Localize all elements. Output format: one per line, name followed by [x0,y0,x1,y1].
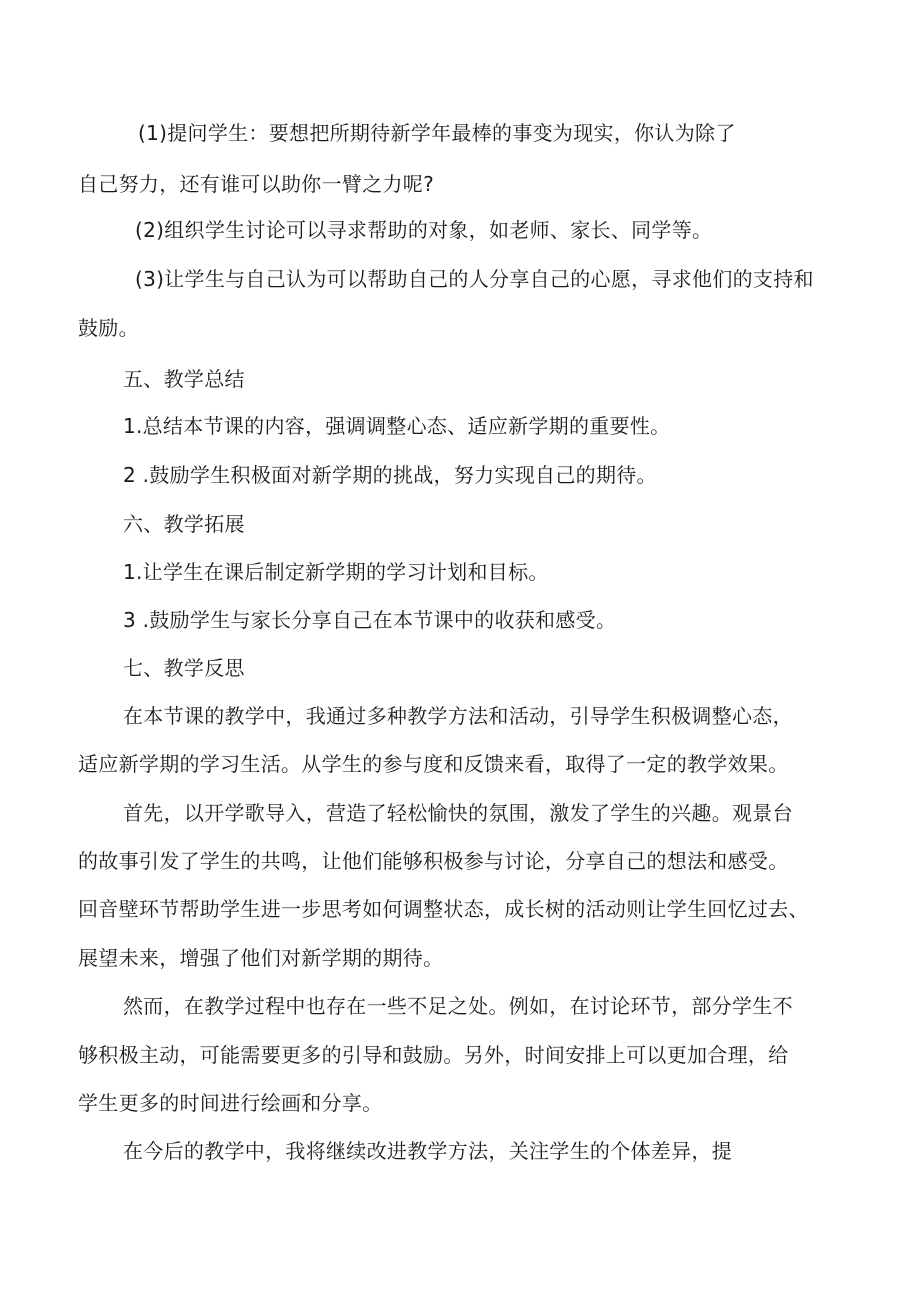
section-heading: 五、教学总结 [123,367,245,391]
section-heading: 七、教学反思 [123,656,245,680]
section-heading: 六、教学拓展 [123,512,245,536]
paragraph-line: 的故事引发了学生的共鸣，让他们能够积极参与讨论，分享自己的想法和感受。 [78,849,789,873]
paragraph-line: 自己努力，还有谁可以助你一臂之力呢? [78,172,435,196]
paragraph-line: 在今后的教学中，我将继续改进教学方法，关注学生的个体差异，提 [123,1139,732,1163]
paragraph-line: 在本节课的教学中，我通过多种教学方法和活动，引导学生积极调整心态， [123,704,793,728]
list-item: 1.让学生在课后制定新学期的学习计划和目标。 [123,560,549,584]
paragraph-line: 首先，以开学歌导入，营造了轻松愉快的氛围，激发了学生的兴趣。观景台 [123,801,793,825]
paragraph-line: (2)组织学生讨论可以寻求帮助的对象，如老师、家长、同学等。 [135,218,713,242]
list-item: 1.总结本节课的内容，强调调整心态、适应新学期的重要性。 [123,414,671,438]
paragraph-line: (1)提问学生：要想把所期待新学年最棒的事变为现实，你认为除了 [138,121,736,145]
paragraph-line: 够积极主动，可能需要更多的引导和鼓励。另外，时间安排上可以更加合理，给 [78,1043,789,1067]
paragraph-line: 适应新学期的学习生活。从学生的参与度和反馈来看，取得了一定的教学效果。 [78,752,789,776]
paragraph-line: 回音壁环节帮助学生进一步思考如何调整状态，成长树的活动则让学生回忆过去、 [78,897,809,921]
paragraph-line: 鼓励。 [78,316,139,340]
list-item: 2 .鼓励学生积极面对新学期的挑战，努力实现自己的期待。 [123,463,657,487]
paragraph-line: (3)让学生与自己认为可以帮助自己的人分享自己的心愿，寻求他们的支持和 [135,267,814,291]
list-item: 3 .鼓励学生与家长分享自己在本节课中的收获和感受。 [123,608,617,632]
paragraph-line: 学生更多的时间进行绘画和分享。 [78,1091,383,1115]
paragraph-line: 然而，在教学过程中也存在一些不足之处。例如，在讨论环节，部分学生不 [123,994,793,1018]
paragraph-line: 展望未来，增强了他们对新学期的期待。 [78,946,444,970]
